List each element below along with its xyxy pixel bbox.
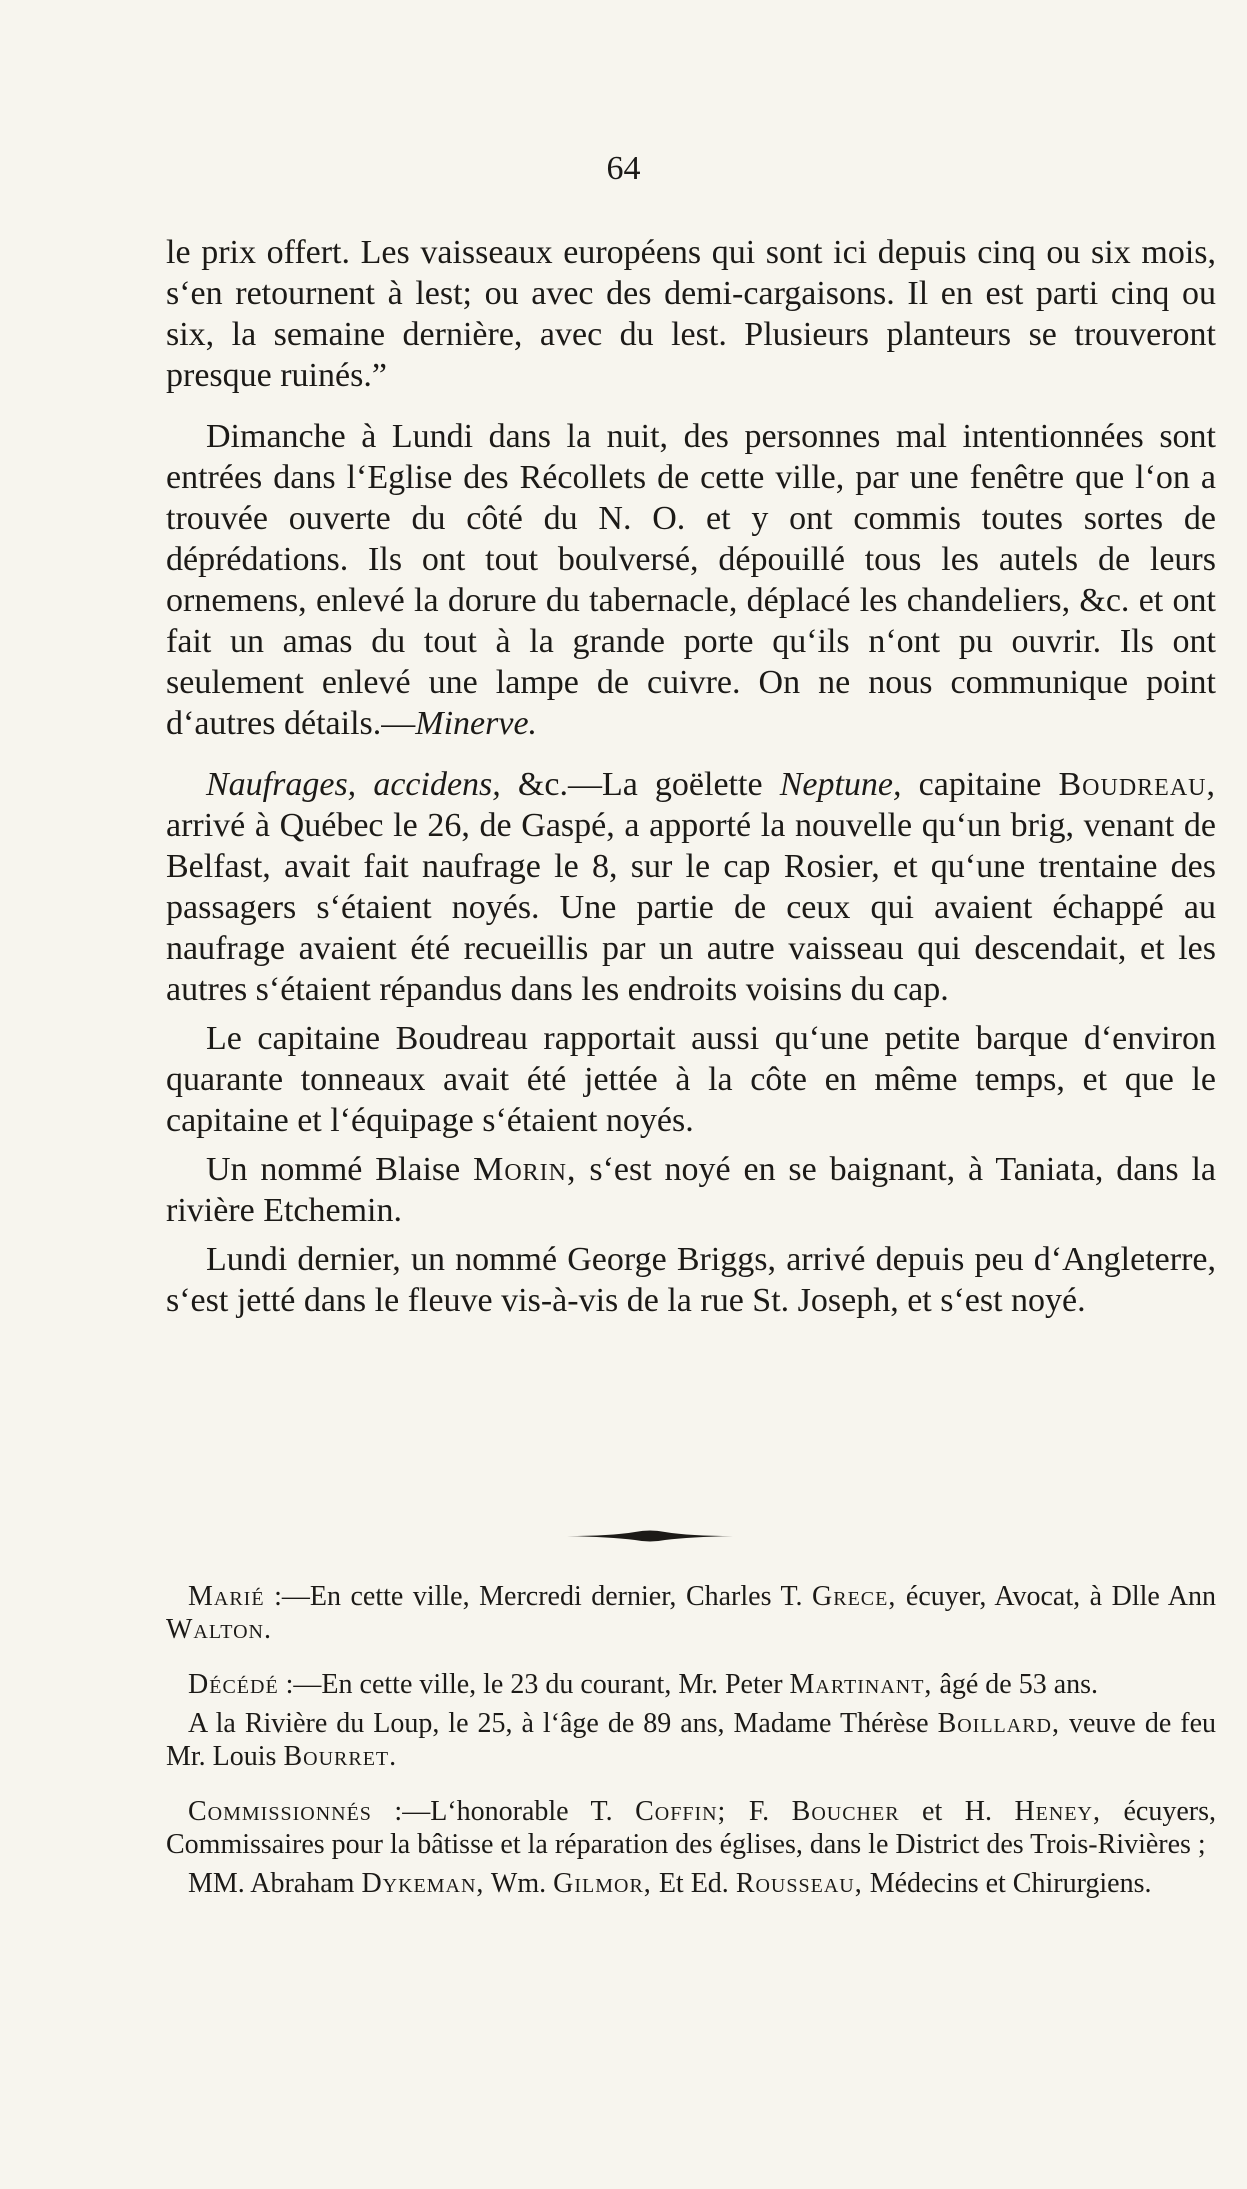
marriage-name-1: Grece, (812, 1581, 897, 1612)
death1-text-a: :—En cette ville, le 23 du courant, Mr. Peter (278, 1669, 790, 1700)
shipwreck-text-a: &c.—La goëlette (500, 766, 780, 803)
death2-text-a: A la Rivière du Loup, le 25, à l‘âge de 89 ans, Madame Thérèse (188, 1708, 938, 1739)
label-marie: Marié (188, 1581, 265, 1612)
marriage-text-a: :—En cette ville, Mercredi dernier, Charles T. (264, 1581, 813, 1612)
label-decede: Décédé (188, 1669, 279, 1700)
captain-name: Boudreau, (1058, 766, 1216, 803)
comm2-text-d: Médecins et Chirurgiens. (862, 1868, 1152, 1899)
death2-name-1: Boillard, (937, 1708, 1061, 1739)
paragraph-barque: Le capitaine Boudreau rapportait aussi qu‘une petite barque d‘environ quarante tonneaux avait été jettée à la côte en même temps, et que le capitaine et l‘équipage s‘étaient noyés. (166, 1020, 1216, 1139)
label-commissionnes: Commissionnés (188, 1796, 372, 1827)
body-text (166, 232, 1216, 1329)
notices (166, 1580, 1216, 1906)
paragraph-morin (166, 1149, 1216, 1231)
paragraph-market-report: le prix offert. Les vaisseaux européens qui sont ici depuis cinq ou six mois, s‘en retournent à lest; ou avec des demi-cargaisons. Il en est parti cinq ou six, la semaine dernière, avec du lest. Plusieurs planteurs se trouveront presque ruinés.” (166, 234, 1216, 394)
comm-text-b: F. (726, 1796, 792, 1827)
shipwreck-text-c: arrivé à Québec le 26, de Gaspé, a apporté la nouvelle qu‘un brig, venant de Belfast, avait fait naufrage le 8, sur le cap Rosier, et qu‘une trentaine des passagers s‘étaient noyés. Une partie de ceux qui avaient échappé au naufrage avaient été recueillis par un autre vaisseau qui descendait, et les autres s‘étaient répandus dans les endroits voisins du cap. (166, 807, 1216, 1008)
marriage-text-b: écuyer, Avocat, à Dlle Ann (896, 1581, 1217, 1612)
page-number: 64 (606, 150, 641, 187)
source-minerve: Minerve. (415, 705, 538, 742)
ornament-rule (565, 1528, 735, 1544)
comm-text-c: et H. (899, 1796, 1015, 1827)
comm2-text-b: Wm. (484, 1868, 554, 1899)
comm-name-1: Coffin; (635, 1796, 727, 1827)
marriage-name-2: Walton. (166, 1614, 272, 1645)
shipwreck-text-b: capitaine (901, 766, 1059, 803)
comm2-name-3: Rousseau, (735, 1868, 863, 1899)
morin-text-b: s‘est noyé en se baignant, à Taniata, dans la rivière Etchemin. (166, 1151, 1216, 1229)
comm-text-d: écuyers, Commissaires pour la bâtisse et la réparation des églises, dans le District des Trois-Rivières ; (166, 1796, 1216, 1860)
comm2-name-1: Dykeman, (361, 1868, 485, 1899)
notice-commission-2 (166, 1867, 1216, 1900)
notice-marriage (166, 1580, 1216, 1646)
death1-name: Martinant, (789, 1669, 933, 1700)
notice-death-1 (166, 1668, 1216, 1701)
comm-name-2: Boucher (791, 1796, 900, 1827)
comm2-text-a: MM. Abraham (188, 1868, 362, 1899)
morin-text-a: Un nommé Blaise (206, 1151, 474, 1188)
paragraph-church-robbery (166, 416, 1216, 744)
comm-name-3: Heney, (1014, 1796, 1101, 1827)
section-lead: Naufrages, accidens, (206, 766, 501, 803)
comm2-text-c: Et Ed. (651, 1868, 736, 1899)
notice-commission-1 (166, 1795, 1216, 1861)
death2-text-b: veuve de feu Mr. Louis (166, 1708, 1216, 1772)
death2-name-2: Bourret. (283, 1741, 398, 1772)
comm2-name-2: Gilmor, (553, 1868, 652, 1899)
notice-death-2 (166, 1707, 1216, 1773)
church-robbery-text: Dimanche à Lundi dans la nuit, des personnes mal intentionnées sont entrées dans l‘Eglise des Récollets de cette ville, par une fenêtre que l‘on a trouvée ouverte du côté du N. O. et y ont commis toutes sortes de déprédations. Ils ont tout boulversé, dépouillé tous les autels de leurs ornemens, enlevé la dorure du tabernacle, déplacé les chandeliers, &c. et ont fait un amas du tout à la grande porte qu‘ils n‘ont pu ouvrir. Ils ont seulement enlevé une lampe de cuivre. On ne nous communique point d‘autres détails.— (166, 418, 1216, 742)
comm-text-a: :—L‘honorable T. (371, 1796, 636, 1827)
paragraph-briggs: Lundi dernier, un nommé George Briggs, arrivé depuis peu d‘Angleterre, s‘est jetté dans le fleuve vis-à-vis de la rue St. Joseph, et s‘est noyé. (166, 1241, 1216, 1319)
paragraph-shipwreck (166, 764, 1216, 1010)
death1-text-b: âgé de 53 ans. (932, 1669, 1099, 1700)
morin-name: Morin, (473, 1151, 577, 1188)
ship-name: Neptune, (779, 766, 902, 803)
